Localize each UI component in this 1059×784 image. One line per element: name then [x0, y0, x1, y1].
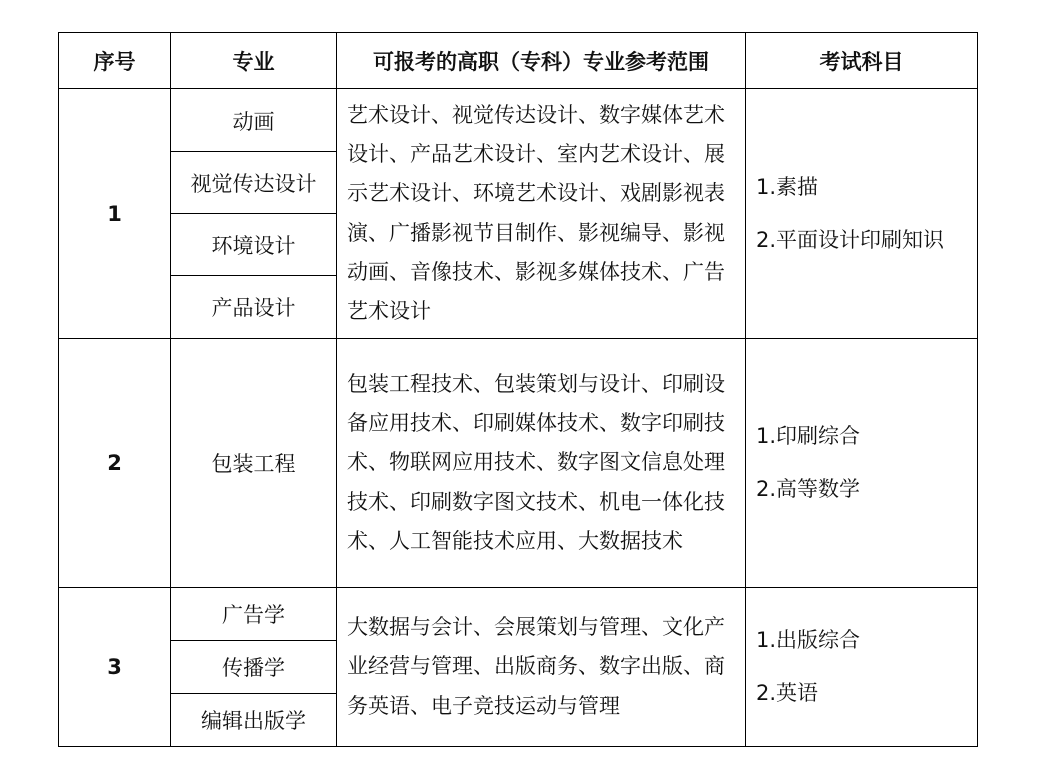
major-item: 视觉传达设计: [171, 152, 336, 214]
header-row: [59, 33, 978, 89]
scope-text: 大数据与会计、会展策划与管理、文化产业经营与管理、出版商务、数字出版、商务英语、电子竞技运动与管理: [337, 588, 746, 747]
subject-item: 1.素描: [756, 174, 819, 199]
subjects-cell: [746, 339, 978, 588]
major-item: 动画: [171, 90, 336, 152]
row-index: 1: [59, 89, 171, 339]
table-row: [59, 89, 978, 339]
major-item: 环境设计: [171, 214, 336, 276]
table-row: [59, 339, 978, 588]
subjects-cell: [746, 588, 978, 747]
majors-exam-table: [58, 32, 978, 747]
header-major: 专业: [171, 33, 337, 89]
scope-text: 包装工程技术、包装策划与设计、印刷设备应用技术、印刷媒体技术、数字印刷技术、物联网应用技术、数字图文信息处理技术、印刷数字图文技术、机电一体化技术、人工智能技术应用、大数据技术: [337, 339, 746, 588]
major-list: [171, 90, 336, 337]
row-index: 3: [59, 588, 171, 747]
subject-item: 1.印刷综合: [756, 424, 861, 448]
table-row: [59, 588, 978, 747]
subject-item: 2.高等数学: [756, 477, 861, 501]
subjects-cell: [746, 89, 978, 339]
major-item: 包装工程: [171, 339, 337, 588]
major-cell: [171, 89, 337, 339]
major-item: 传播学: [171, 641, 336, 694]
subject-item: 2.英语: [756, 681, 819, 705]
subject-item: 1.出版综合: [756, 628, 861, 652]
major-cell: [171, 588, 337, 747]
major-item: 产品设计: [211, 295, 296, 320]
header-index: 序号: [59, 33, 171, 89]
header-scope: 可报考的高职（专科）专业参考范围: [337, 33, 746, 89]
major-item: 编辑出版学: [201, 709, 306, 733]
subject-item: 2.平面设计印刷知识: [756, 227, 945, 252]
major-item: 广告学: [171, 588, 336, 641]
major-list: [171, 588, 336, 746]
scope-text: 艺术设计、视觉传达设计、数字媒体艺术设计、产品艺术设计、室内艺术设计、展示艺术设计、环境艺术设计、戏剧影视表演、广播影视节目制作、影视编导、影视动画、音像技术、影视多媒体技术、广告艺术设计: [337, 89, 746, 339]
header-subjects: 考试科目: [746, 33, 978, 89]
row-index: 2: [59, 339, 171, 588]
